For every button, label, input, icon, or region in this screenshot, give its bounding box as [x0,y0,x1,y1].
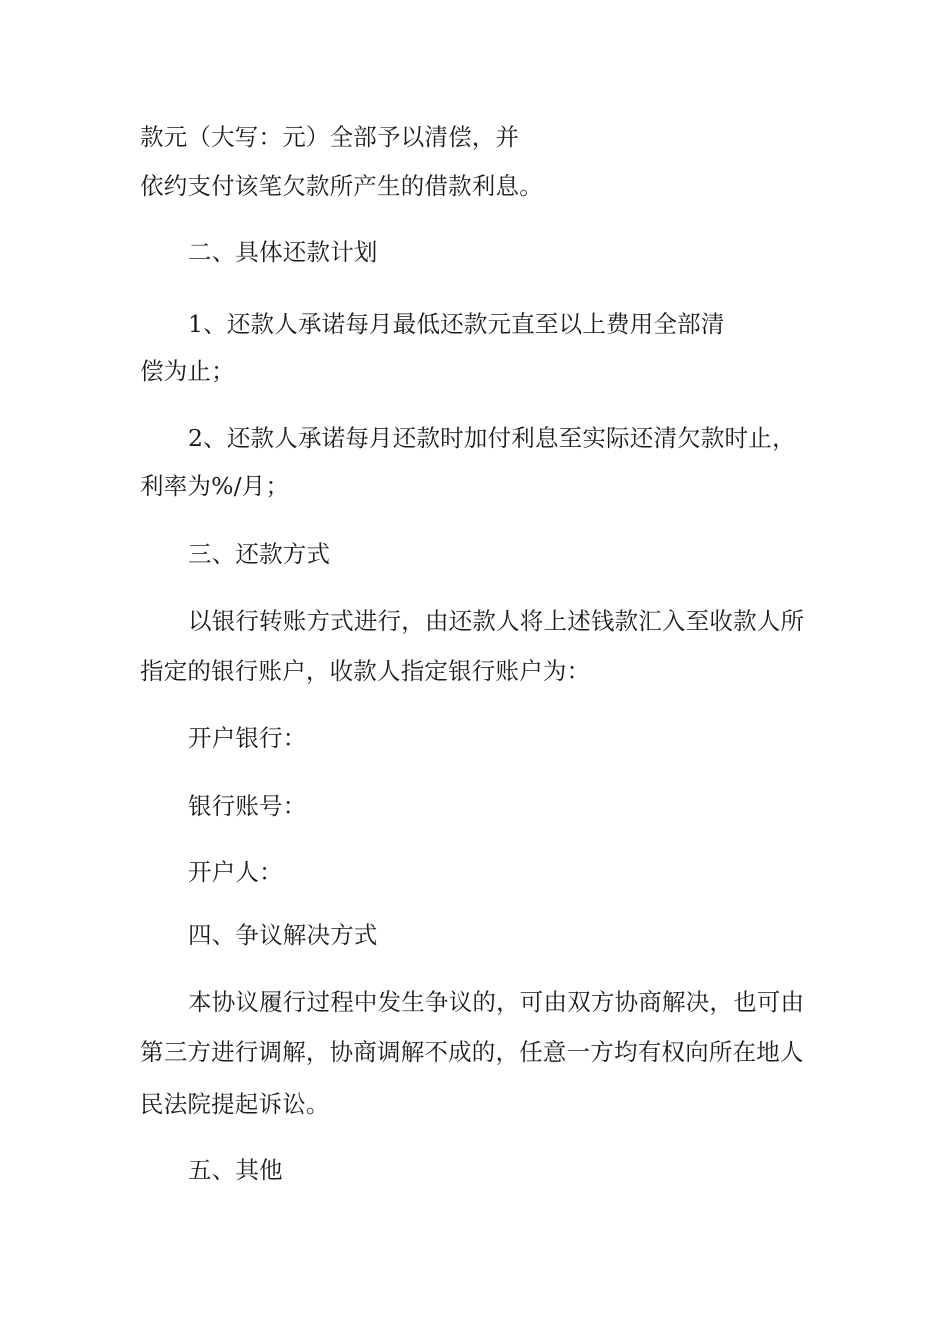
field-account-number: 银行账号： [188,792,307,820]
text-line-16: 第三方进行调解，协商调解不成的，任意一方均有权向所在地人 [140,1038,804,1066]
text-line-17: 民法院提起诉讼。 [140,1090,330,1118]
section-heading-5: 五、其他 [188,1156,283,1184]
text-line-7: 利率为%/月； [140,472,290,500]
section-heading-2: 二、具体还款计划 [188,238,378,266]
text-line-15: 本协议履行过程中发生争议的，可由双方协商解决，也可由 [188,988,805,1016]
field-account-holder: 开户人： [188,858,283,886]
text-line-10: 指定的银行账户，收款人指定银行账户为： [140,657,591,685]
section-heading-3: 三、还款方式 [188,540,331,568]
section-heading-4: 四、争议解决方式 [188,921,378,949]
text-line-6: 2、还款人承诺每月还款时加付利息至实际还清欠款时止， [188,424,796,452]
text-line-2: 依约支付该笔欠款所产生的借款利息。 [140,172,543,200]
text-line-9: 以银行转账方式进行，由还款人将上述钱款汇入至收款人所 [188,607,805,635]
field-bank-name: 开户银行： [188,724,307,752]
text-line-1: 款元（大写：元）全部予以清偿，并 [140,123,520,151]
text-line-5: 偿为止； [140,357,235,385]
text-line-4: 1、还款人承诺每月最低还款元直至以上费用全部清 [188,310,725,338]
